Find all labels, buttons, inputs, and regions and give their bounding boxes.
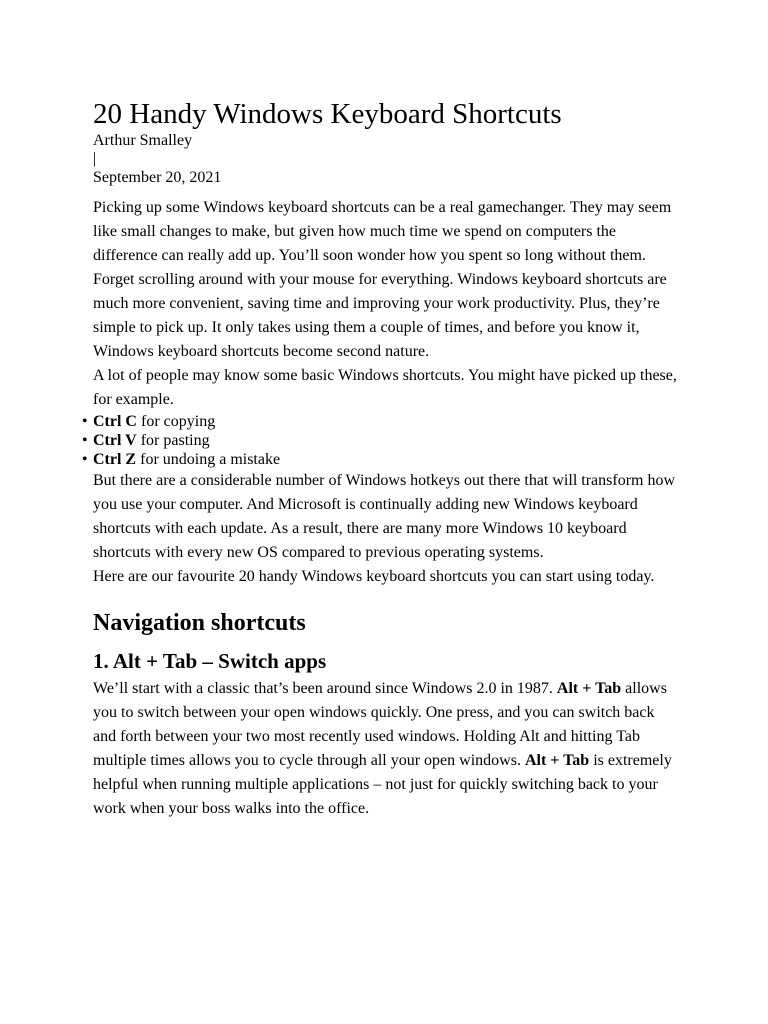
- bullet-icon: •: [82, 432, 88, 449]
- body-paragraph: Here are our favourite 20 handy Windows keyboard shortcuts you can start using today.: [93, 568, 655, 585]
- bullet-icon: •: [82, 413, 88, 430]
- paragraph-text: We’ll start with a classic that’s been around since Windows 2.0 in 1987.: [93, 680, 557, 697]
- list-item: [82, 431, 678, 450]
- subsection-heading: 1. Alt + Tab – Switch apps: [93, 649, 327, 673]
- bullet-icon: •: [82, 451, 88, 468]
- shortcut-keys: Ctrl Z: [93, 451, 137, 468]
- shortcut-description: for undoing a mistake: [136, 451, 281, 468]
- body-paragraph: But there are a considerable number of Windows hotkeys out there that will transform how you use your computer. And Microsoft is continually adding new Windows keyboard shortcuts with each update. As a result, there are many more Windows 10 keyboard shortcuts with every new OS compared to previous operating systems.: [93, 472, 676, 561]
- author-name: Arthur Smalley: [93, 132, 193, 149]
- publish-date: September 20, 2021: [93, 169, 222, 186]
- shortcut-keys: Alt + Tab: [524, 752, 590, 769]
- basic-shortcuts-list: [82, 412, 678, 469]
- article-title: 20 Handy Windows Keyboard Shortcuts: [93, 98, 562, 130]
- byline-separator: |: [93, 150, 97, 167]
- section-heading: Navigation shortcuts: [93, 610, 306, 636]
- intro-paragraph: Forget scrolling around with your mouse for everything. Windows keyboard shortcuts are much more convenient, saving time and improving your work productivity. Plus, they’re simple to pick up. It only takes using them a couple of times, and before you know it, Windows keyboard shortcuts become second nature.: [93, 271, 667, 360]
- article: [82, 97, 678, 821]
- paragraph-text: is extremely helpful when running multiple applications – not just for quickly switching back to your work when your boss walks into the office.: [93, 752, 672, 817]
- shortcut-keys: Alt + Tab: [556, 680, 622, 697]
- list-item: [82, 412, 678, 431]
- list-item: [82, 450, 678, 469]
- shortcut-description: for copying: [136, 413, 216, 430]
- subsection-paragraph: [93, 677, 678, 821]
- shortcut-keys: Ctrl V: [93, 432, 137, 449]
- shortcut-description: for pasting: [136, 432, 210, 449]
- intro-paragraph: Picking up some Windows keyboard shortcuts can be a real gamechanger. They may seem like small changes to make, but given how much time we spend on computers the difference can really add up. You’ll soon wonder how you spent so long without them.: [93, 199, 672, 264]
- intro-paragraph: A lot of people may know some basic Windows shortcuts. You might have picked up these, for example.: [93, 367, 677, 408]
- shortcut-keys: Ctrl C: [93, 413, 137, 430]
- paragraph-text: allows you to switch between your open windows quickly. One press, and you can switch back and forth between your two most recently used windows. Holding Alt and hitting Tab multiple times allows you to cycle through all your open windows.: [93, 680, 667, 769]
